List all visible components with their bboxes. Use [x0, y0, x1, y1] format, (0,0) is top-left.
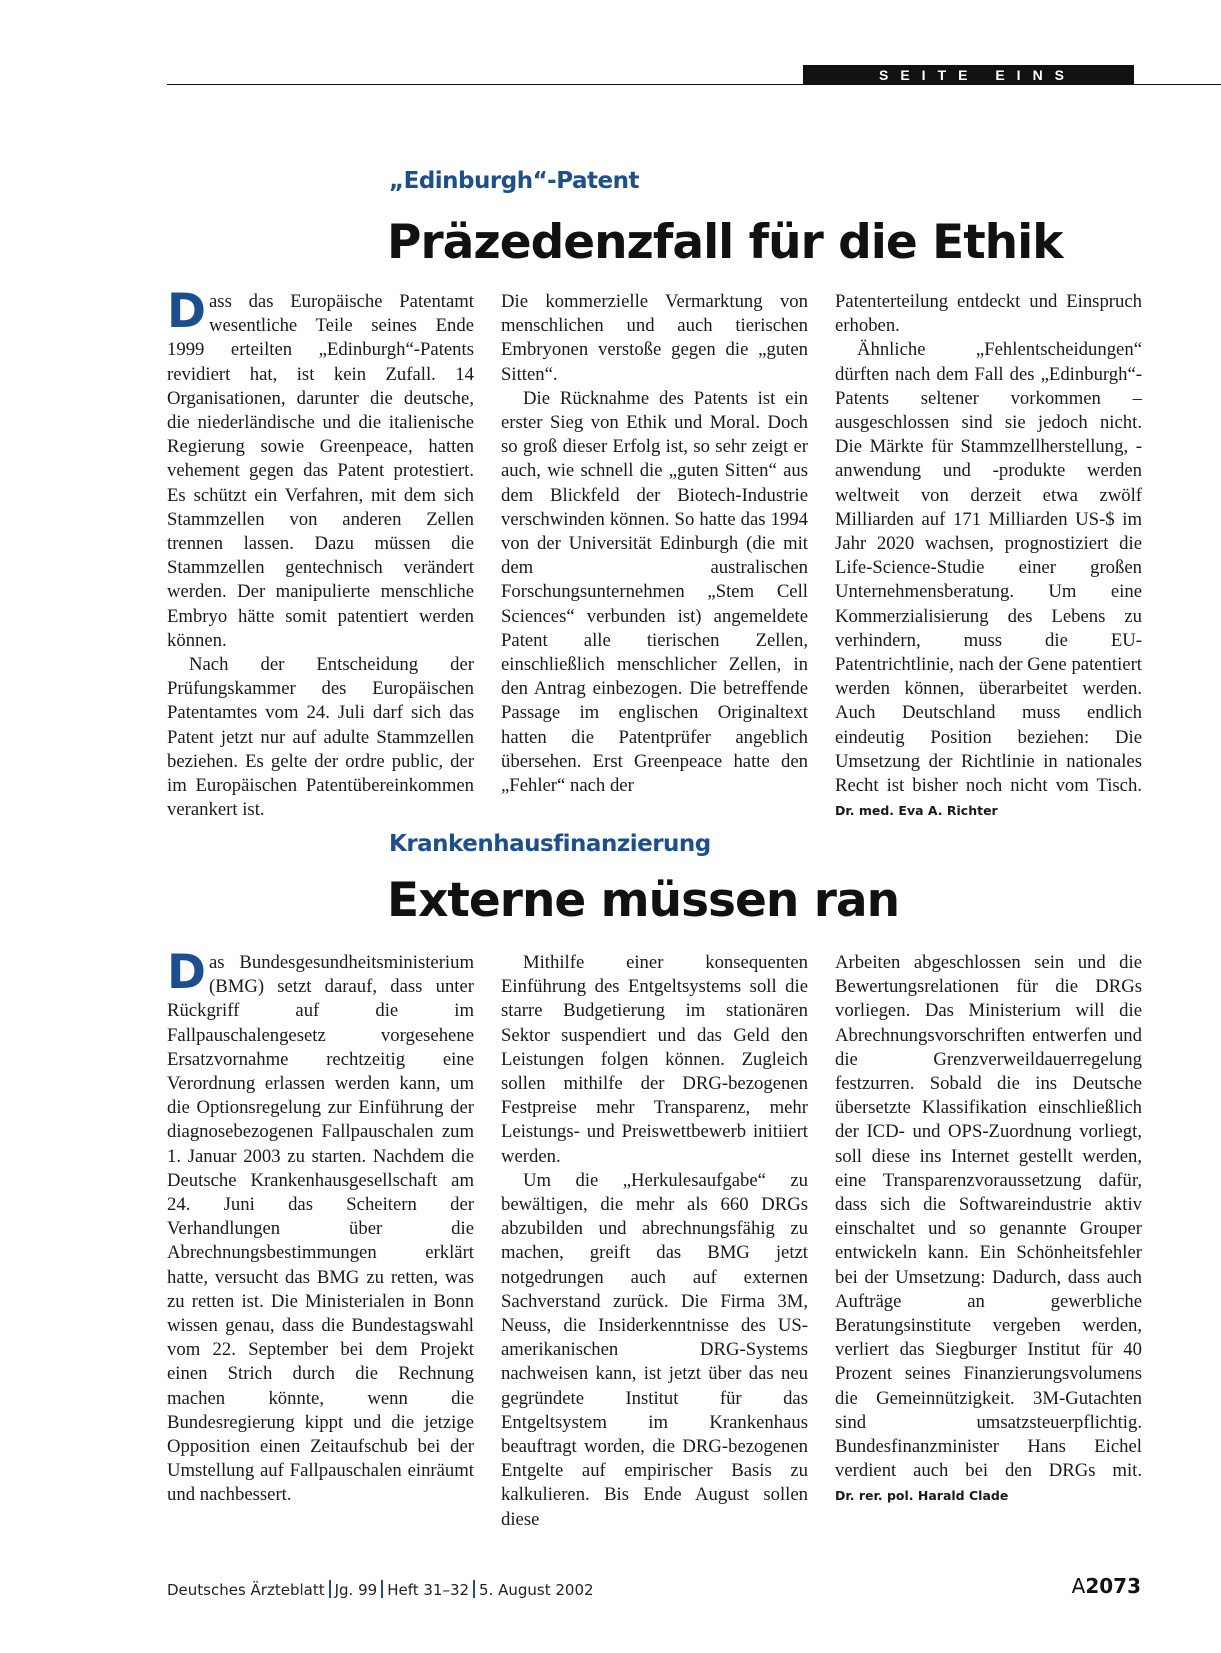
paragraph-text: Arbeiten abgeschlossen sein und die Bewertungsrelationen für die DRGs vorliegen. Das Ministerium will die Abrechnungsvorschriften entwerfen und die Grenzverweildauerregelung festzurren. Sobald die ins Deutsche übersetzte Klassifikation einschließlich der ICD- und OPS-Zuordnung vorliegt, soll diese ins Internet gestellt werden, eine Transparenzvoraussetzung dafür, dass sich die Softwareindustrie aktiv einschaltet und so genannte Grouper entwickeln kann. Ein Schönheitsfehler bei der Umsetzung: Dadurch, dass auch Aufträge an gewerbliche Beratungsinstitute vergeben werden, verliert das Siegburger Institut für 40 Prozent seines Finanzierungsvolumens die Gemeinnützigkeit. 3M-Gutachten sind umsatzsteuerpflichtig. Bundesfinanzminister Hans Eichel verdient auch bei den DRGs mit.	[835, 952, 1142, 1482]
journal-name: Deutsches Ärzteblatt	[167, 1581, 325, 1599]
article1-column-2	[501, 290, 808, 823]
article2-column-2	[501, 951, 808, 1532]
article2-author: Dr. rer. pol. Harald Clade	[835, 1488, 1009, 1504]
article1-author: Dr. med. Eva A. Richter	[835, 803, 998, 819]
section-label: SEITE EINS	[803, 65, 1134, 85]
footer-separator	[381, 1580, 383, 1598]
article1-column-3	[835, 290, 1142, 823]
article1-paragraph: Patenterteilung entdeckt und Einspruch erhoben.	[835, 291, 1142, 337]
issue: Heft 31–32	[387, 1581, 470, 1599]
article2-paragraph	[835, 951, 1142, 1509]
article1-paragraph: Die Rücknahme des Patents ist ein erster Sieg von Ethik und Moral. Doch so groß dieser Erfolg ist, so sehr zeigt er auch, wie schnell die „guten Sitten“ aus dem Blickfeld der Biotech-Industrie verschwinden können. So hatte das 1994 von der Universität Edinburgh (die mit dem australischen Forschungsunternehmen „Stem Cell Sciences“ verbunden ist) angemeldete Patent alle tierischen Zellen, einschließlich menschlicher Zellen, in den Antrag einbezogen. Die betreffende Passage im englischen Originaltext hatten die Patentprüfer angeblich übersehen. Erst Greenpeace hatte den „Fehler“ nach der	[501, 387, 808, 797]
article2-kicker: Krankenhausfinanzierung	[389, 831, 711, 857]
article2-column-1	[167, 945, 474, 1532]
article1-paragraph	[167, 284, 474, 653]
page-number-value: 2073	[1085, 1574, 1141, 1598]
article1-paragraph: Nach der Entscheidung der Prüfungskammer des Europäischen Patentamtes vom 24. Juli darf sich das Patent jetzt nur auf adulte Stammzellen beziehen. Es gelte der ordre public, der im Europäischen Patentübereinkommen verankert ist.	[167, 654, 474, 821]
footer-separator	[329, 1580, 331, 1598]
article1-column-1	[167, 284, 474, 823]
article1-kicker: „Edinburgh“-Patent	[389, 168, 639, 194]
paragraph-text: Ähnliche „Fehlentscheidungen“ dürften nach dem Fall des „Edinburgh“-Patents seltener vorkommen – ausgeschlossen sind sie jedoch nicht. Die Märkte für Stammzellherstellung, -anwendung und -produkte werden weltweit von derzeit etwa zwölf Milliarden auf 171 Milliarden US-$ im Jahr 2020 wachsen, prognostiziert die Life-Science-Studie einer großen Unternehmensberatung. Um eine Kommerzialisierung des Lebens zu verhindern, muss die EU-Patentrichtlinie, nach der Gene patentiert werden können, überarbeitet werden. Auch Deutschland muss endlich eindeutig Position beziehen: Die Umsetzung der Richtlinie in nationales Recht ist bisher noch nicht vom Tisch.	[835, 339, 1142, 797]
article1-paragraph	[835, 338, 1142, 823]
footer-separator	[473, 1580, 475, 1598]
footer-citation	[167, 1580, 594, 1599]
article2-column-3	[835, 951, 1142, 1532]
volume: Jg. 99	[334, 1581, 378, 1599]
drop-cap: D	[167, 945, 207, 1000]
paragraph-text: as Bundesgesundheitsministerium (BMG) setzt darauf, dass unter Rückgriff auf die im Fallpauschalengesetz vorgesehene Ersatzvornahme rechtzeitig eine Verordnung erlassen werden kann, um die Optionsregelung zur Einführung der diagnosebezogenen Fallpauschalen zum 1. Januar 2003 zu starten. Nachdem die Deutsche Krankenhausgesellschaft am 24. Juni das Scheitern der Verhandlungen über die Abrechnungsbestimmungen erklärt hatte, versucht das BMG zu retten, was zu retten ist. Die Ministerialen in Bonn wissen genau, dass die Bundestagswahl vom 22. September bei dem Projekt einen Strich durch die Rechnung machen könnte, wenn die Bundesregierung kippt und die jetzige Opposition einen Zeitaufschub bei der Umstellung auf Fallpauschalen einräumt und nachbessert.	[167, 952, 474, 1506]
article1-paragraph: Die kommerzielle Vermarktung von menschlichen und auch tierischen Embryonen verstoße gegen die „guten Sitten“.	[501, 291, 808, 385]
issue-date: 5. August 2002	[479, 1581, 594, 1599]
drop-cap: D	[167, 284, 207, 339]
article2-paragraph: Um die „Herkulesaufgabe“ zu bewältigen, die mehr als 660 DRGs abzubilden und abrechnungsfähig zu machen, greift das BMG jetzt notgedrungen auch auf externen Sachverstand zurück. Die Firma 3M, Neuss, die Insiderkenntnisse des US-amerikanischen DRG-Systems nachweisen kann, ist jetzt über das neu gegründete Institut für das Entgeltsystem im Krankenhaus beauftragt worden, die DRG-bezogenen Entgelte auf empirischer Basis zu kalkulieren. Bis Ende August sollen diese	[501, 1169, 808, 1530]
article2-paragraph: Mithilfe einer konsequenten Einführung des Entgeltsystems soll die starre Budgetierung im stationären Sektor suspendiert und das Geld den Leistungen folgen können. Zugleich sollen mithilfe der DRG-bezogenen Festpreise mehr Transparenz, mehr Leistungs- und Preiswettbewerb initiiert werden.	[501, 952, 808, 1167]
page-prefix: A	[1071, 1574, 1086, 1598]
article2-headline: Externe müssen ran	[387, 873, 900, 928]
page-number	[1072, 1574, 1141, 1598]
article1-headline: Präzedenzfall für die Ethik	[387, 215, 1063, 270]
article1-body	[167, 284, 1142, 823]
article2-body	[167, 945, 1142, 1532]
paragraph-text: ass das Europäische Patentamt wesentliche Teile seines Ende 1999 erteilten „Edinburgh“-Patents revidiert hat, ist kein Zufall. 14 Organisationen, darunter die deutsche, die niederländische und die italienische Regierung sowie Greenpeace, hatten vehement gegen das Patent protestiert. Es schützt ein Verfahren, mit dem sich Stammzellen von anderen Zellen trennen lassen. Dazu müssen die Stammzellen gentechnisch verändert werden. Der manipulierte menschliche Embryo hätte somit patentiert werden können.	[167, 291, 474, 651]
article2-paragraph	[167, 945, 474, 1508]
